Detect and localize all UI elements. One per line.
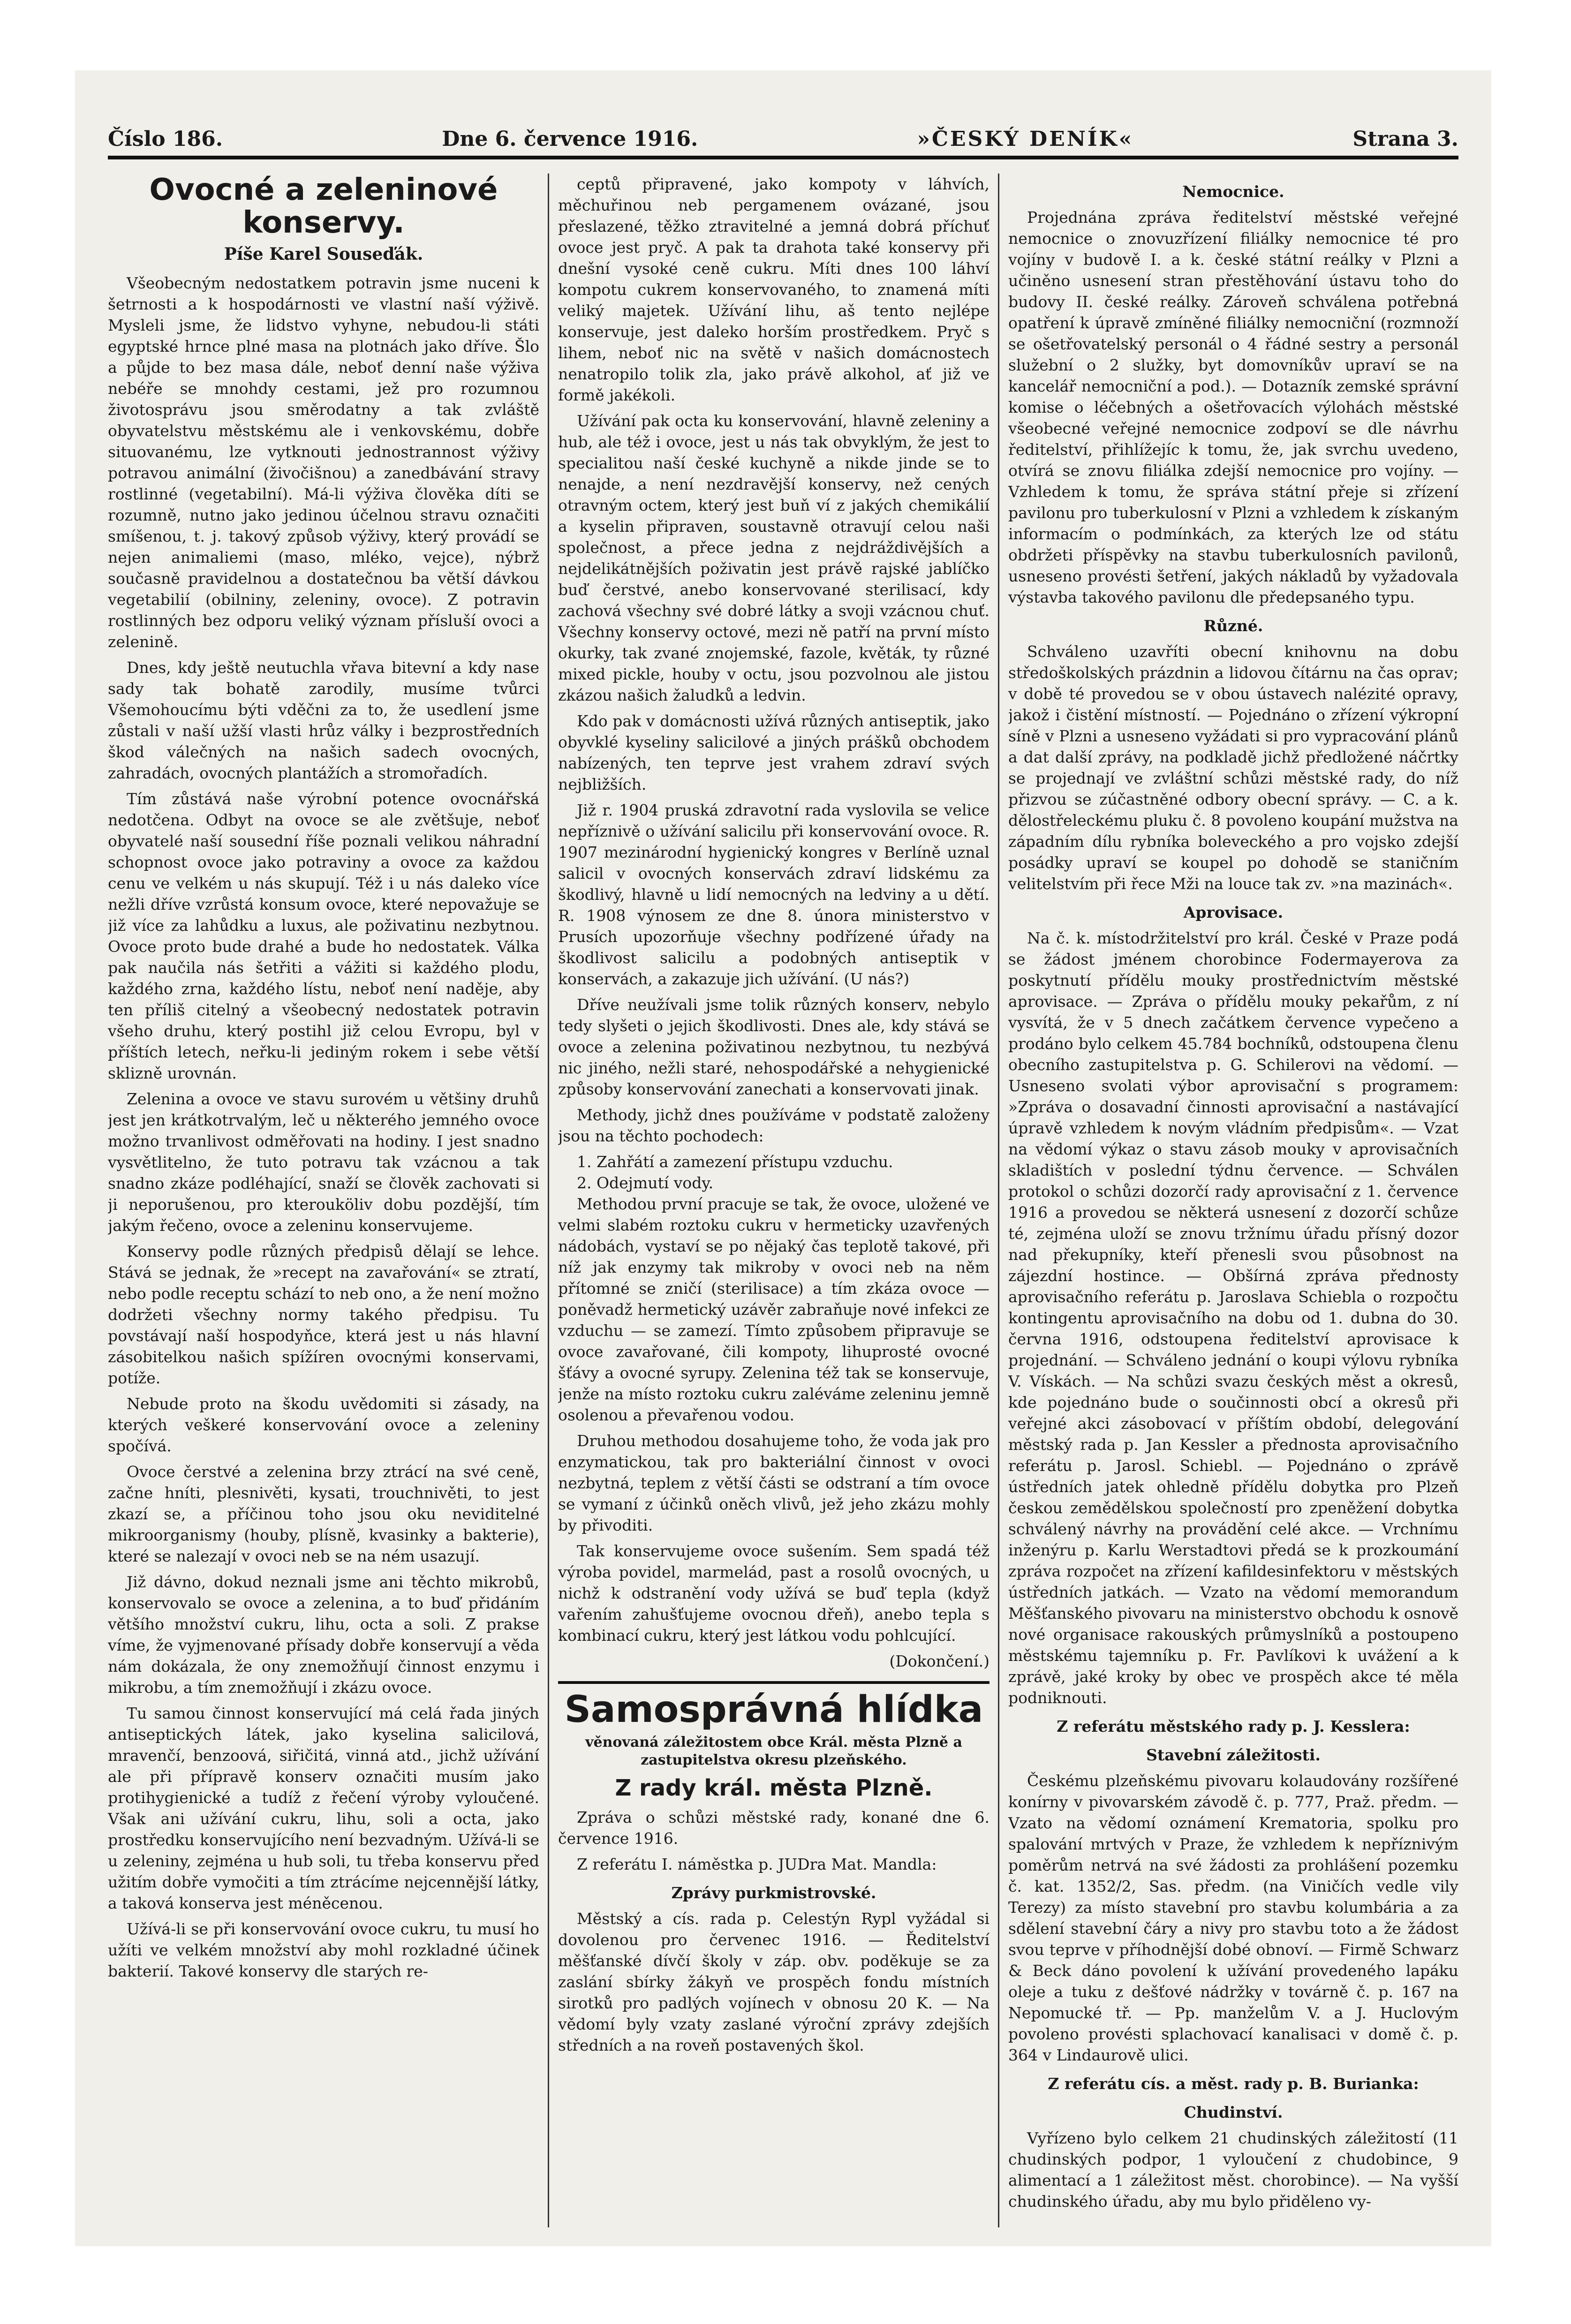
paragraph: Již dávno, dokud neznali jsme ani těchto mikrobů, konservovalo se ovoce a zelenina, a to buď přidáním většího množství cukru, lihu, octa a soli. Z prakse víme, že vyjmenované přísady dobře konservují a věda nám dokázala, že ony znemožňují činnost enzymu i mikrobu, a tím znemožňují i zkázu ovoce. bbox=[108, 1573, 539, 1697]
section-heading: Z rady král. města Plzně. bbox=[615, 1775, 933, 1801]
column-rule bbox=[998, 174, 999, 2227]
paragraph: Methody, jichž dnes používáme v podstatě založeny jsou na těchto pochodech: bbox=[558, 1106, 989, 1145]
paragraph: Na č. k. místodržitelství pro král. České v Praze podá se žádost jménem chorobince Fodermayerova za poskytnutí přídělu mouky prostřednictvím městské aprovisace. — Zpráva o přídělu mouky pekařům, z ní vysvítá, že v 5 dnech začátkem července vypečeno a prodáno bylo celkem 45.784 bochníků, odstoupena členu obecního zastupitelstva p. G. Schilerovi na vědomí. — Usneseno svolati výbor aprovisační s programem: »Zpráva o dosavadní činnosti aprovisační a nastávající úpravě vzhledem k novým vládním předpisům«. — Vzat na vědomí výkaz o stavu zásob mouky v aprovisačních skladištích v poslední týdnu července. — Schválen protokol o schůzi dozorčí rady aprovisační z 1. července 1916 a provedou se některá usnesení z dozorčí schůze té, zejména uloží se znovu tržnímu úřadu přísný dozor nad překupníky, kteří přenesli svou působnost na zájezdní hostince. — Obšírná zpráva přednosty aprovisačního referátu p. Jaroslava Schiebla o rozpočtu kontingentu aprovisačního na dobu od 1. dubna do 30. června 1916, odstoupena ředitelství aprovisace k projednání. — Schváleno jednání o koupi výlovu rybníka V. Vískách. — Na schůzi svazu českých měst a okresů, kde pojednáno bude o součinnosti obcí a okresů při veřejné akci zásobovací v příštím období, delegování městský rada p. Jan Kessler a přednosta aprovisačního referátu p. Jarosl. Schiebl. — Pojednáno o zprávě ústředních jatek ohledně přídělu dobytka pro Plzeň českou zemědělskou společností pro zpeněžení dobytka schválený návrhy na provádění celé akce. — Vrchnímu inženýru p. Karlu Werstadtovi předá se k prozkoumání zpráva rozpočet na zřízení kafildesinfektoru v městských ústředních jatkách. — Vzato na vědomí memorandum Měšťanského pivovaru na ministerstvo obchodu k osnově nové organisace rakouských průmyslníků a postoupeno městskému tajemníku p. Fr. Pavlíkovi k uvážení a k zprávě, jaké kroky by obec ve prospěch akce té měla podniknouti. bbox=[1008, 929, 1458, 1707]
paragraph: Tu samou činnost konservující má celá řada jiných antiseptických látek, jako kyselina salicilová, mravenčí, benzoová, siřičitá, vinná atd., jichž užívání ale při přípravě konserv označiti musím jako protihygienické a tudíž z řečení výroby vyloučené. Však ani užívání cukru, lihu, soli a octa, jako prostředku konservujícího není bezvadným. Užívá-li se u zeleniny, zejména u hub soli, tu třeba konservu před užitím dobře vymočiti a tím ztrácíme nejcennější látky, a taková konserva jest méněcenou. bbox=[108, 1704, 539, 1912]
paper-title: »ČESKÝ DENÍK« bbox=[917, 127, 1134, 151]
issue-date: Dne 6. července 1916. bbox=[442, 127, 698, 151]
referent-heading: Z referátu městského rady p. J. Kesslera: bbox=[1057, 1717, 1410, 1735]
paragraph: Městský a cís. rada p. Celestýn Rypl vyžádal si dovolenou pro červenec 1916. — Ředitelství měšťanské dívčí školy v záp. obv. poděkuje se za zaslání sbírky žákyň ve prospěch fondu místních sirotků pro padlých vojínech v obnosu 20 K. — Na vědomí byly vzaty zaslané výroční zprávy zdejších středních a na roveň postavených škol. bbox=[558, 1909, 989, 2054]
continuation-note: (Dokončení.) bbox=[889, 1652, 989, 1670]
paragraph: Ovoce čerstvé a zelenina brzy ztrácí na své ceně, začne hníti, plesnivěti, kysati, trouchnivěti, to jest zkazí se, a příčinou toho jsou oku neviditelné mikroorganismy (houby, plísně, kvasinky a bakterie), které se nalezají v ovoci neb se na ném usazují. bbox=[108, 1463, 539, 1565]
list-item: 1. Zahřátí a zamezení přístupu vzduchu. bbox=[577, 1153, 893, 1171]
subheading: Zprávy purkmistrovské. bbox=[671, 1884, 876, 1902]
paragraph: Českému plzeňskému pivovaru kolaudovány rozšířené konírny v pivovarském závodě č. p. 777, Praž. předm. — Vzato na vědomí oznámení Krematoria, spolku pro spalování mrtvých v Praze, že vzhledem k nepříznivým poměrům netrvá na své žádosti za prohlášení pozemku č. kat. 1352/2, Sas. předm. (na Viničích vedle vily Terezy) za místo stavební pro stavbu kolumbária a za sdělení stavební čáry a nivy pro stavbu toto a že žádost svou teprve v příhodnější dobé obnoví. — Firmě Schwarz & Beck dáno povolení k užívání provedeného lapáku oleje a tuku z dešťové nádržky v továrně č. p. 167 na Nepomucké tř. — Pp. manželům V. a J. Huclovým povoleno provésti splachovací kanalisaci v domě č. p. 364 v Lindaurově ulici. bbox=[1008, 1772, 1458, 2064]
paragraph: Již r. 1904 pruská zdravotní rada vyslovila se velice nepříznivě o užívání salicilu při konservování ovoce. R. 1907 mezinárodní hygienický kongres v Berlíně uznal salicil v ovocných konservách zdraví lidskému za škodlivý, hlavně u lidí nemocných na ledviny a u dětí. R. 1908 výnosem ze dne 8. února ministerstvo v Prusích upozorňuje všechny podřízené úřady na škodlivost salicilu a podobných antiseptik v konservách, a zakazuje jich užívání. (U nás?) bbox=[558, 801, 989, 988]
column-1 bbox=[108, 174, 539, 1986]
paragraph: Konservy podle různých předpisů dělají se lehce. Stává se jednak, že »recept na zavařování« se ztratí, nebo podle receptu schází to neb ono, a že není možno dodržeti všechny normy takého předpisu. Tu povstávají naší hospodyňce, která jest u nás hlavní zásobitelkou našich spížíren ovocnými konservami, potíže. bbox=[108, 1242, 539, 1387]
newspaper-page bbox=[75, 70, 1491, 2246]
paragraph: Methodou první pracuje se tak, že ovoce, uložené ve velmi slabém roztoku cukru v hermeticky uzavřených nádobách, vystaví se po nějaký čas teplotě takové, při níž jak enzymy tak mikroby v ovoci neb na něm přítomné se zničí (sterilisace) a tím zkáza ovoce — poněvadž hermetický uzávěr zabraňuje nové infekci ze vzduchu — se zamezí. Tímto způsobem připravuje se ovoce zavařované, čili kompoty, lihuprosté ovocné šťávy a ovocné syrupy. Zelenina též tak se konservuje, jenže na místo roztoku cukru zaléváme zeleninu jemně osolenou a převařenou vodou. bbox=[558, 1195, 989, 1424]
paragraph: Z referátu I. náměstka p. JUDra Mat. Mandla: bbox=[577, 1855, 937, 1873]
paragraph: Užívá-li se při konservování ovoce cukru, tu musí ho užíti ve velkém množství aby mohl rozkladné účinek bakterií. Takové konservy dle starých re- bbox=[108, 1920, 539, 1980]
paragraph: Tím zůstává naše výrobní potence ovocnářská nedotčena. Odbyt na ovoce se ale zvětšuje, neboť obyvatelé naší sousední říše poznali velikou náhradní schopnost ovoce jako potraviny a ovoce za každou cenu ve velkém u nás skupují. Též i u nás daleko více nežli dříve vzrůstá konsum ovoce, které nepovažuje se již více za lahůdku a luxus, ale poživatinu nezbytnou. Ovoce proto bude drahé a bude ho nedostatek. Válka pak naučila nás šetřiti a vážiti si každého plodu, každého zrna, každého lístu, neboť není naděje, aby ten příliš citelný a všeobecný nedostatek potravin všeho druhu, který postihl již celou Evropu, byl v příštích letech, neřku-li jediným rokem i sebe větší sklizně urovnán. bbox=[108, 790, 539, 1082]
subheading: Nemocnice. bbox=[1182, 182, 1284, 201]
article-byline: Píše Karel Souseďák. bbox=[224, 244, 423, 264]
list-item: 2. Odejmutí vody. bbox=[577, 1174, 714, 1192]
paragraph: Dříve neužívali jsme tolik různých konserv, nebylo tedy slyšeti o jejich škodlivosti. Dnes ale, kdy stává se ovoce a zelenina poživatinou nezbytnou, tu nezbývá nic jiného, nežli staré, nehospodářské a nehygienické způsoby konservování zanechati a konservovati jinak. bbox=[558, 996, 989, 1098]
column-2 bbox=[558, 174, 989, 2060]
subheading: Stavební záležitosti. bbox=[1146, 1746, 1321, 1764]
paragraph: Zpráva o schůzi městské rady, konané dne 6. července 1916. bbox=[558, 1808, 989, 1848]
paragraph: Nebude proto na škodu uvědomiti si zásady, na kterých veškeré konservování ovoce a zeleniny spočívá. bbox=[108, 1395, 539, 1455]
subheading: Aprovisace. bbox=[1183, 903, 1284, 921]
page-bottom-margin bbox=[75, 2227, 1491, 2246]
section-subtitle: věnovaná záležitostem obce Král. města Plzně a zastupitelstva okresu plzeňského. bbox=[585, 1734, 962, 1768]
paragraph: Druhou methodou dosahujeme toho, že voda jak pro enzymatickou, tak pro bakteriální činnost v ovoci nezbytná, teplem z větší části se odstraní a tím ovoce se vymaní z účinků oněch vlivů, jež jeho zkázu mohly by přivoditi. bbox=[558, 1432, 989, 1534]
subheading: Různé. bbox=[1203, 617, 1263, 635]
article-headline: Ovocné a zeleninové konservy. bbox=[149, 174, 498, 240]
paragraph: Zelenina a ovoce ve stavu surovém u většiny druhů jest jen krátkotrvalým, leč u některého jemného ovoce možno trvanlivost odměřovati na hodiny. I jest snadno vysvětlitelno, že tuto potravu tak vzácnou a tak snadno zkáze podléhající, snaží se člověk zachovati si ji neporušenou, pro kterouköliv dobu pozdější, tím jakým řečeno, ovoce a zeleninu konservujeme. bbox=[108, 1090, 539, 1235]
masthead bbox=[108, 122, 1458, 159]
column-3 bbox=[1008, 174, 1458, 2217]
paragraph: Schváleno uzavříti obecní knihovnu na dobu středoškolských prázdnin a lidovou čítárnu na čas oprav; v době té provedou se v obou ústavech nalézité opravy, jakož i čistění místností. — Pojednáno o zřízení výkropní síně v Plzni a usneseno vyžádati si pro vypracování plánů a dat další zprávy, na podkladě jichž předložené náčrtky se projednají ve zvláštní schůzi městské rady, do níž přizvou se zúčastněné odbory obecní správy. — C. a k. dělostřeleckému pluku č. 8 povoleno koupání mužstva na západním dílu rybníka boleveckého a pro vojsko zdejší posádky upraví se koupel po dohodě se staničním velitelstvím při řece Mži na louce tak zv. »na mazinách«. bbox=[1008, 642, 1458, 893]
paragraph: Kdo pak v domácnosti užívá různých antiseptik, jako obyvklé kyseliny salicilové a jiných prášků obchodem nabízených, ten teprve jest vrahem zdraví svých nejbližších. bbox=[558, 712, 989, 793]
column-rule bbox=[548, 174, 549, 2227]
referent-heading: Z referátu cís. a měst. rady p. B. Burianka: bbox=[1048, 2075, 1419, 2093]
subheading: Chudinství. bbox=[1184, 2103, 1283, 2121]
paragraph: Projednána zpráva ředitelství městské veřejné nemocnice o znovuzřízení filiálky nemocnice té pro vojíny v budově I. a k. české státní reálky v Plzni a učiněno usnesení stran přestěhování ústavu toho do budovy II. české reálky. Zároveň schválena potřebná opatření k úpravě zmíněné filiálky nemocniční (rozmnoží se ošetřovatelský personál o 4 řádné sestry a personál služební o 2 služky, byt domovníkův upraví se na kancelář nemocniční a pod.). — Dotazník zemské správní komise o léčebných a ošetřovacích výlohách městské všeobecné veřejné nemocnice zodpoví se dle návrhu ředitelství, přihlížejíc k tomu, že, jak svrchu uvedeno, otvírá se znovu filiálka zdejší nemocnice pro vojíny. — Vzhledem k tomu, že správa státní přeje si zřízení pavilonu pro tuberkulosní v Plzni a vzhledem k získaným informacím o podmínkách, za kterých lze od státu obdržeti příspěvky na stavbu tuberkulosních pavilonů, usneseno provésti šetření, jakých nákladů by vyžadovala výstavba takového pavilonu dle předepsaného typu. bbox=[1008, 208, 1458, 606]
issue-number: Číslo 186. bbox=[108, 127, 223, 151]
paragraph: Všeobecným nedostatkem potravin jsme nuceni k šetrnosti a k hospodárnosti ve vlastní naší výživě. Mysleli jsme, že lidstvo vyhyne, nebudou-li státi egyptské hrnce plné masa na plotnách jako dříve. Šlo a půjde to bez masa dále, neboť denní naše výživa nebéře se mnohdy cestami, jež pro rozumnou životosprávu jsou směrodatny a tak zvláště obyvatelstvu městskému ale i venkovskému, dobře situovanému, lze vytknouti jednostrannost výživy potravou animální (živočišnou) a zanedbávání stravy rostlinné (vegetabilní). Má-li výživa člověka díti se rozumně, nutno jako jedinou účelnou stravu označiti smíšenou, t. j. takový způsob výživy, který provádí se nejen animaliemi (maso, mléko, vejce), nýbrž současně pravidelnou a dostatečnou ba větší dávkou vegetabilií (obilniny, zeleniny, ovoce). Z potravin rostlinných bez odporu veliký význam přísluší ovoci a zelenině. bbox=[108, 274, 539, 651]
paragraph: Užívání pak octa ku konservování, hlavně zeleniny a hub, ale též i ovoce, jest u nás tak obvyklým, že jest to specialitou naší české kuchyně a nikde jinde se to nenajde, a není nezdravější konservy, než cených otravným octem, který jest buň ví z jakých chemikálií a kyselin připraven, soustavně otravují celou naši společnost, a přece jedna z nejdráždivějších a nejdelikátnějších poživatin jest právě rajské jablíčko buď čerstvé, anebo konservované sterilisací, kdy zachová všechny své dobré látky a svoji vzácnou chuť. Všechny konservy octové, mezi ně patří na první místo okurky, tak zvané znojemské, fazole, květák, ty různé mixed pickle, houby v octu, jsou pozvolnou ale jistou zkázou našich žaludků a ledvin. bbox=[558, 412, 989, 704]
paragraph: Tak konservujeme ovoce sušením. Sem spadá též výroba povidel, marmelád, past a rosolů ovocných, u nichž k odstranění vody užívá se buď tepla (když vařením zahušťujeme ovocnou dřeň), anebo tepla s kombinací cukru, který jest látkou vodu pohlcující. bbox=[558, 1542, 989, 1645]
paragraph: Dnes, kdy ještě neutuchla vřava bitevní a kdy nase sady tak bohatě zarodily, musíme tvůrci Všemohoucímu býti vděčni za to, že usedlení jsme zůstali v naší užší vlasti hrůz války i bezprostředních škod válečných na našich sadech ovocných, zahradách, ovocných plantážích a stromořadích. bbox=[108, 658, 539, 782]
page-number: Strana 3. bbox=[1352, 127, 1458, 151]
paragraph: ceptů připravené, jako kompoty v láhvích, měchuřinou neb pergamenem ovázané, jsou přeslazené, těžko ztravitelné a jemná dobrá příchuť ovoce jest pryč. A pak ta drahota také konservy při dnešní vysoké ceně cukru. Míti dnes 100 láhví kompotu cukrem konservovaného, to znamená míti veliký majetek. Užívání lihu, aš tento nejlépe konservuje, jest daleko horším prostředkem. Pryč s lihem, neboť nic na světě v našich domácnostech nenatropilo tolik zla, jako právě alkohol, ať již ve formě jakékoli. bbox=[558, 175, 989, 404]
section-title: Samosprávná hlídka bbox=[558, 1681, 989, 1731]
paragraph: Vyřízeno bylo celkem 21 chudinských záležitostí (11 chudinských podpor, 1 vyloučení z chudobince, 9 alimentací a 1 záležitost měst. chorobince). — Na vyšší chudinského úřadu, aby mu bylo přiděleno vy- bbox=[1008, 2129, 1458, 2211]
